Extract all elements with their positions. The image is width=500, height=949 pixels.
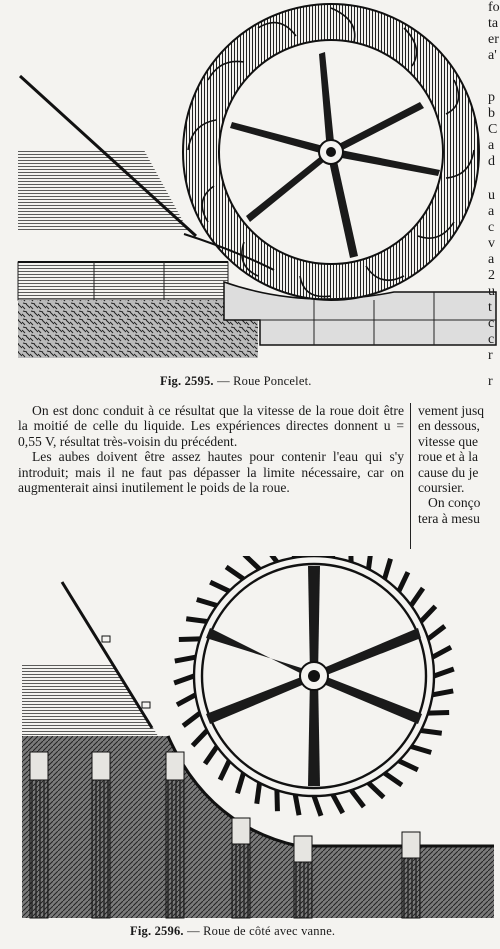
text-fragment: u (488, 188, 495, 203)
wheel-2596 (174, 556, 454, 816)
text-fragment: C (488, 122, 498, 137)
caption-dash: — (187, 924, 200, 938)
text-line: On conço (428, 495, 481, 511)
text-fragment: er (488, 32, 499, 47)
main-text-column (18, 403, 404, 495)
wheel-bucket (205, 747, 217, 764)
wheel-bucket (411, 747, 431, 753)
wheel-bucket (220, 761, 229, 780)
text-fragment: a' (488, 48, 497, 63)
text-fragment: a (488, 252, 495, 267)
text-fragment: v (488, 236, 495, 251)
figure-title: Roue de côté avec vanne. (203, 924, 336, 938)
wheel-bucket (385, 773, 402, 785)
wheel-bucket (295, 795, 299, 816)
text-fragment: c (488, 220, 495, 235)
wheel-bucket (264, 556, 277, 562)
text-line: tera à mesu (418, 510, 480, 526)
wheel-bucket (257, 783, 260, 804)
text-fragment: ta (488, 16, 499, 31)
text-line: coursier. (418, 480, 465, 496)
text-line: cause du je (418, 464, 479, 480)
text-line: en dessous, (418, 418, 480, 434)
figure-number: Fig. 2596. (130, 924, 184, 938)
column-rule (410, 403, 411, 549)
wheel-bucket (179, 639, 200, 640)
wheel-bucket (421, 730, 442, 733)
wheel-bucket (183, 713, 200, 726)
text-fragment: fo (488, 0, 500, 15)
wheel-bucket (314, 796, 321, 816)
text-fragment: r (488, 348, 493, 363)
wheel-bucket (244, 556, 259, 569)
right-text-column (418, 403, 500, 526)
wheel-bucket (333, 795, 343, 813)
text-fragment: p (488, 90, 495, 105)
text-fragment: a (488, 204, 495, 219)
wheel-bucket (385, 559, 391, 579)
wheel-bucket (277, 790, 278, 811)
wheel-bucket (193, 730, 207, 745)
wheel-bucket (433, 647, 451, 657)
figure-2595-illustration (14, 0, 500, 372)
text-fragment: c (488, 316, 495, 331)
figure-title: Roue Poncelet. (233, 374, 312, 388)
figure-number: Fig. 2595. (160, 374, 214, 388)
text-fragment: t (488, 300, 492, 315)
text-line: vitesse que (418, 433, 479, 449)
text-line: roue et à la (418, 449, 479, 465)
text-fragment: 2 (488, 268, 495, 283)
wheel-bucket (434, 669, 454, 676)
figure-2595-caption (160, 374, 312, 389)
wheel-bucket (399, 761, 418, 770)
text-fragment: r (488, 374, 493, 389)
wheel-bucket (186, 619, 207, 622)
text-fragment: c (488, 332, 495, 347)
wheel-bucket (177, 695, 195, 705)
wheel-bucket (368, 556, 371, 569)
text-fragment: d (488, 154, 495, 169)
figure-2596-illustration (18, 556, 494, 920)
wheel-bucket (411, 588, 423, 605)
wheel-bucket (351, 556, 352, 562)
wheel-bucket (351, 790, 364, 807)
wheel-bucket (428, 626, 445, 639)
text-fragment: b (488, 106, 495, 121)
wheel-bucket (399, 572, 408, 591)
text-fragment: a (488, 138, 495, 153)
wheel-bucket (368, 783, 383, 797)
wheel-bucket (421, 606, 435, 621)
top-right-fragments (488, 0, 500, 390)
wheel-bucket (197, 599, 217, 605)
figure-2596-caption (130, 924, 335, 939)
wheel-bucket (428, 713, 449, 714)
wheel-bucket (433, 691, 454, 695)
caption-dash: — (217, 374, 230, 388)
paragraph: Les aubes doivent être assez hautes pour contenir l'eau qui s'y introduit; mais il ne faut pas dépasser la limite nécessaire, car on augmenterait ainsi inutilement le poids de la roue. (18, 449, 404, 496)
text-line: vement jusq (418, 403, 485, 418)
wheel-bucket (210, 582, 229, 591)
text-fragment: u (488, 284, 495, 299)
wheel-bucket (226, 567, 243, 579)
wheel-bucket (237, 773, 243, 793)
wheel-bucket (174, 676, 194, 683)
wheel-bucket (175, 657, 196, 661)
paragraph: On est donc conduit à ce résultat que la vitesse de la roue doit être la moitié de celle du liquide. Les expériences directes donnent u = 0,55 V, résultat très-voisin du précédent. (18, 403, 404, 449)
